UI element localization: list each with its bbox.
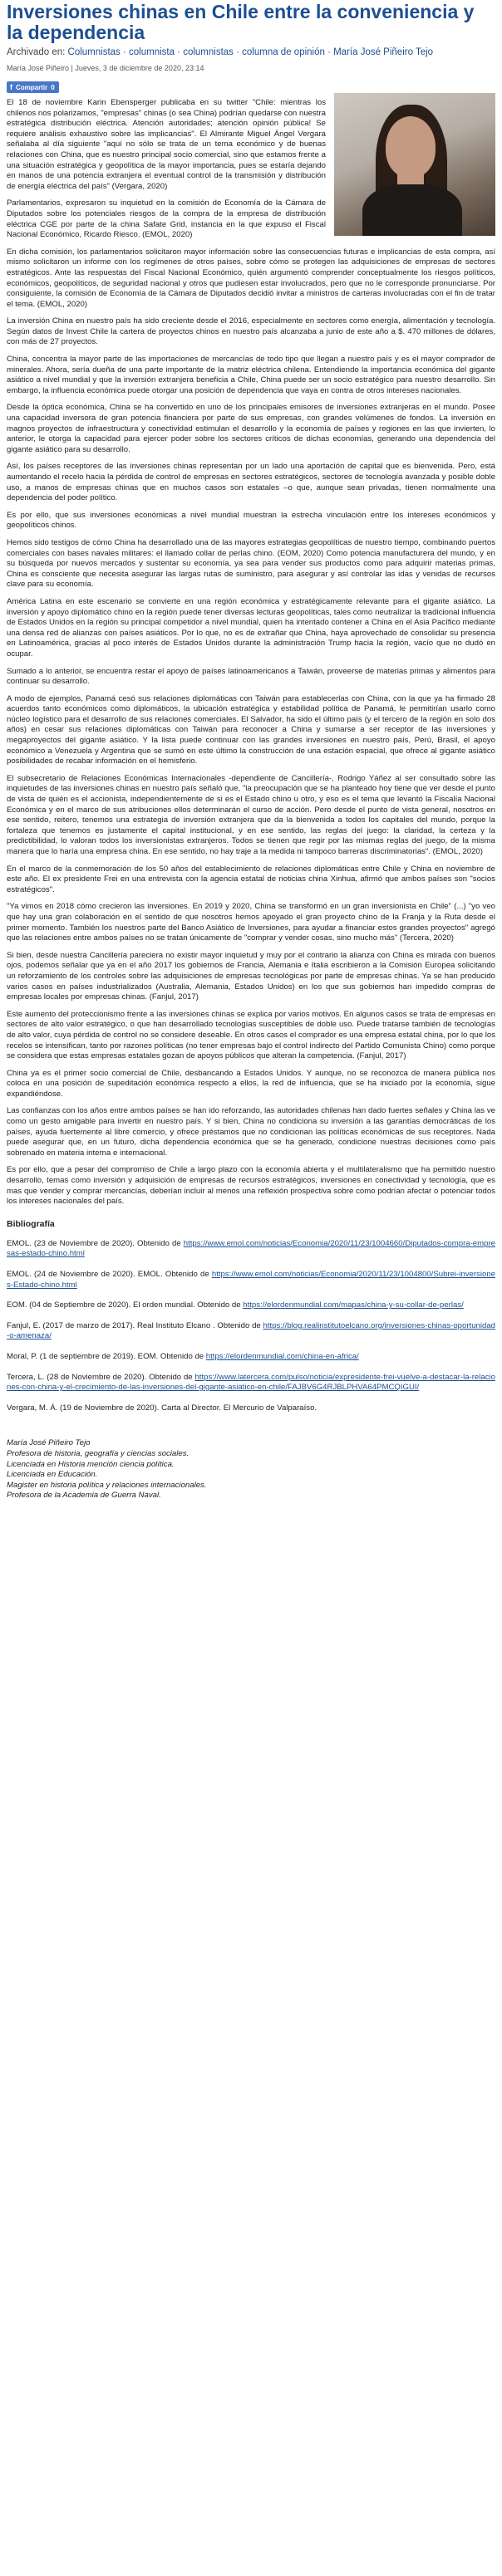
author-credential: Licenciada en Educación.	[7, 1470, 98, 1480]
paragraph: "Ya vimos en 2018 cómo crecieron las inversiones. En 2019 y 2020, China se transformó en un gran inversionista en Chile" (...) "yo veo que hay una gran colaboración en el sentido de que nosotros hemos apoyado el gran proyecto chino de la Franja y la Ruta desde el primer momento. También los nuestros parte del Banco Asiático de Inversiones, para ayudar a financiar estos grandes proyectos" agregó que las relaciones entre ambos países no se tratan únicamente de "comprar y vender cosas, sino mucho más" (Tercera, 2020)	[7, 902, 495, 943]
paragraph: América Latina en este escenario se convierte en una región económica y estratégicamente relevante para el gigante asiático. La inversión y apoyo diplomático chino en la región puede tener diversas lecturas geopolíticas, tales como neutralizar la tradicional influencia de Estados Unidos en la región su principal competidor a nivel mundial, quien ha intentado contener a China en el Asia Pacífico mediante una densa red de alianzas con países asiáticos. Por lo que, no es de extrañar que China, haya aprovechado de consolidar su presencia en Latinoamérica, gracias al poco interés de Estados Unidos durante la administración Trump hacia la región, vacío que no dudó en ocupar.	[7, 596, 495, 659]
paragraph: El subsecretario de Relaciones Económicas Internacionales -dependiente de Cancillería-, Rodrigo Yáñez al ser consultado sobre las inquietudes de las inversiones chinas en nuestro país señaló que, "la preocupación que se ha planteado hoy tiene que ver desde el punto de vista de quién es el accionista, independientemente de si es el Estado chino u otro, y eso es el tema que levantó la Fiscalía Nacional Económica y en el marco de sus atribuciones ellos determinarán el curso de acción. Pero desde el punto de vista general, nosotros en ese sentido, reitero, tenemos una estrategia de inversión extranjera que da la bienvenida a todos los capitales del mundo, porque la fortaleza que tenemos es justamente el capital institucional, y en ese sentido, las reglas del juego: la claridad, la certeza y la predictibilidad, lo valoran todos los inversionistas extranjeros. Todos se tienen que regir por las mismas reglas del juego, de la misma manera que lo haría una empresa china. En ese sentido, no hay traje a la medida ni tampoco barreras discriminatorias". (EMOL, 2020)	[7, 773, 495, 856]
share-button[interactable]	[7, 81, 59, 93]
author-credential: Profesora de historia, geografía y ciencias sociales.	[7, 1448, 189, 1458]
article-body	[7, 98, 495, 1207]
paragraph: China ya es el primer socio comercial de Chile, desbancando a Estados Unidos. Y aunque, no se reconozca de manera pública nos coloca en una posición de supeditación económica respecto a ellos, la red de influencia, que se ha iniciado por la economía, sigue expandiéndose.	[7, 1068, 495, 1099]
paragraph: Hemos sido testigos de cómo China ha desarrollado una de las mayores estrategias geopolíticas de nuestro tiempo, combinando puertos comerciales con bases navales militares: el llamado collar de perlas chino. (EOM, 2020) Como potencia manufacturera del mundo, y en su búsqueda por nuevos mercados y sustentar su economía, ya sea para vender sus productos como para adquirir materias primas, China es consciente que necesita asegurar las largas rutas de suministro, para asegurar y así controlar las idas y venidas de recursos clave para su economía.	[7, 537, 495, 590]
reference-item	[7, 1352, 495, 1363]
reference-text: EMOL. (23 de Noviembre de 2020). Obtenido de	[7, 1238, 184, 1248]
paragraph: Es por ello, que sus inversiones económicas a nivel mundial muestran la estrecha vinculación entre los intereses económicos y geopolíticos chinos.	[7, 510, 495, 531]
paragraph: En el marco de la conmemoración de los 50 años del establecimiento de relaciones diplomáticas entre Chile y China en noviembre de este año. El ex presidente Frei en una entrevista con la agencia estatal de noticias china Xinhua, afirmó que ambos países son "socios estratégicos".	[7, 864, 495, 894]
share-label: Compartir	[16, 83, 48, 91]
paragraph: Sumado a lo anterior, se encuentra restar el apoyo de países latinoamericanos a Taiwán, proveerse de materias primas y alimentos para continuar su desarrollo.	[7, 666, 495, 687]
archived-tag-links[interactable]: Columnistas · columnista · columnistas · columna de opinión · María José Piñeiro Tejo	[67, 47, 434, 57]
archived-label: Archivado en:	[7, 47, 66, 57]
reference-item	[7, 1239, 495, 1260]
reference-item	[7, 1321, 495, 1342]
paragraph: A modo de ejemplos, Panamá cesó sus relaciones diplomáticas con Taiwán para establecerlas con China, con la que ya ha firmado 28 acuerdos tanto económicos como diplomáticos, la ubicación estratégica y estabilidad política de Panamá, le permitirían usarlo como núcleo logístico para el desarrollo de sus relaciones comerciales. El Salvador, ha sido el último país (y el tercero de la región en solo dos años) en cesar sus relaciones diplomáticas con Taiwán para reconocer a China y sumarse a ser receptor de las inversiones y megaproyectos del gigante asiático. Y la lista puede continuar con las grandes inversiones en nuestro país, Perú, Brasil, el apoyo económico a Venezuela y Argentina que se sumó en este último la construcción de una estación espacial, que ofrece al gigante asiático posibilidades de recabar información en el hemisferio.	[7, 693, 495, 766]
author-credential: Magister en historia política y relaciones internacionales.	[7, 1480, 207, 1490]
paragraph: China, concentra la mayor parte de las importaciones de mercancías de todo tipo que llegan a nuestro país y es el mayor comprador de minerales. Ahora, sería dueña de una parte importante de la matriz eléctrica chilena. Entendiendo la importancia económica del gigante asiático a nivel mundial y que la inversión extranjera beneficia a Chile, China puede ser un socio estratégico para nuestro desarrollo. Sin embargo, la influencia económica puede otorgar una posición de dependencia que vaya en contra de otros intereses nacionales.	[7, 355, 495, 395]
article-meta: María José Piñeiro | Jueves, 3 de diciembre de 2020, 23:14	[7, 64, 204, 72]
reference-text: Tercera, L. (28 de Noviembre de 2020). Obtenido de	[7, 1372, 195, 1382]
paragraph: Este aumento del proteccionismo frente a las inversiones chinas se explica por varios motivos. En algunos casos se trata de empresas en sectores de alto valor estratégico, o que han desarrollado tecnologías susceptibles de doble uso. Puede tratarse también de tecnologías de alto valor, cuya pérdida de control no se considere deseable. En otros casos el comprador es una empresa estatal china, por lo que los recelos se intensifican, tanto por razones políticas (no tener empresas bajo el control indirecto del Partido Comunista Chino) como porque se considera que estas empresas estatales gozan de apoyos públicos que alteran la competencia. (Fanjul, 2017)	[7, 1009, 495, 1061]
bibliography-list	[7, 1239, 495, 1414]
paragraph: En dicha comisión, los parlamentarios solicitaron mayor información sobre las consecuencias futuras e implicancias de esta compra, así mismo solicitaron un informe con los regímenes de otros países, sobre cómo se protegen las adquisiciones de empresas de sectores estratégicos. Ante las respuestas del Fiscal Nacional Económico, quién argumentó comprender conceptualmente los riesgos políticos, económicos, geopolíticos, de seguridad nacional y otros que pudiesen estar involucrados, pero que no le corresponde pronunciarse. Por consiguiente, la comisión de Economía de la Cámara de Diputados decidió invitar a ministros de carteras involucradas con el fin de tratar el tema. (EMOL, 2020)	[7, 247, 495, 309]
author-signature	[7, 1438, 495, 1501]
reference-link[interactable]: https://www.emol.com/noticias/Economia/2020/11/23/1004800/Subrei-inversiones-Estado-chino.html	[7, 1270, 495, 1290]
reference-text: Moral, P. (1 de septiembre de 2019). EOM. Obtenido de	[7, 1351, 206, 1361]
share-count: 0	[51, 83, 55, 91]
reference-item	[7, 1403, 495, 1414]
article-page	[0, 2, 502, 1501]
paragraph: Desde la óptica económica, China se ha convertido en uno de los principales emisores de inversiones extranjeras en el mundo. Posee una capacidad inversora de gran potencia financiera por parte de sus empresas, con grandes volúmenes de fondos. La inversión en magnos proyectos de infraestructura y conectividad estimulan el desarrollo y la economía de países y regiones en las que invierten, lo anterior, le otorga la capacidad para ejercer poder sobre los sectores críticos de dichas economías, generando una dependencia del gigante asiático para su desarrollo.	[7, 403, 495, 454]
reference-text: Fanjul, E. (2017 de marzo de 2017). Real Instituto Elcano . Obtenido de	[7, 1320, 263, 1330]
paragraph: Parlamentarios, expresaron su inquietud en la comisión de Economía de la Cámara de Diputados sobre los potenciales riesgos de la compra de la empresa de distribución eléctrica CGE por parte de la china Safate Grid, instancia en la que expuso el Fiscal Nacional Económico, Ricardo Riesco. (EMOL, 2020)	[7, 198, 326, 240]
reference-text: EMOL. (24 de Noviembre de 2020). EMOL. Obtenido de	[7, 1270, 212, 1279]
reference-link[interactable]: https://www.latercera.com/pulso/noticia/expresidente-frei-vuelve-a-destacar-la-relaciones-con-china-y-el-crecimiento-de-las-inversiones-del-gigante-asiatico-en-chile/FAJBV6G4RJBLPHVA64PMCQIGUI/	[7, 1372, 495, 1393]
author-photo	[334, 93, 495, 236]
reference-text: EOM. (04 de Septiembre de 2020). El orden mundial. Obtenido de	[7, 1300, 244, 1310]
reference-link[interactable]: https://blog.realinstitutoelcano.org/inversiones-chinas-oportunidad-o-amenaza/	[7, 1320, 495, 1341]
paragraph: La inversión China en nuestro país ha sido creciente desde el 2016, especialmente en sectores como energía, alimentación y tecnología. Según datos de Invest Chile la cartera de proyectos chinos en nuestro país alcanzaba a junio de este año a $. 470 millones de dólares, con más de 27 proyectos.	[7, 316, 495, 347]
reference-link[interactable]: https://www.emol.com/noticias/Economia/2020/11/23/1004660/Diputados-compra-empresas-estado-chino.html	[7, 1238, 495, 1259]
paragraph: Las confianzas con los años entre ambos países se han ido reforzando, las autoridades chilenas han dado fuertes señales y China las ve como un gesto amigable para invertir en nuestro país. Y si bien, China no condiciona su inversión a las garantías democráticas de los países, ayuda fuertemente al libre comercio, y ofrece préstamos que no condicionan las políticas económicas de sus receptores. Nada puede asegurar que, en un futuro, dicha dependencia económica que se ha generado, condicione nuestras decisiones como país sobrenado en materia interna e internacional.	[7, 1106, 495, 1158]
reference-item	[7, 1373, 495, 1393]
reference-item	[7, 1300, 495, 1311]
archived-tags	[7, 47, 495, 59]
author-credential: Licenciada en Historia mención ciencia política.	[7, 1459, 175, 1469]
article-title: Inversiones chinas en Chile entre la conveniencia y la dependencia	[7, 1, 475, 43]
paragraph: Así, los países receptores de las inversiones chinas representan por un lado una aportación de capital que es bienvenida. Pero, está aumentando el recelo hacia la pérdida de control de empresas en sectores estratégicos, sectores de tecnología avanzada y posible doble uso, a manos de empresas chinas que en muchos casos son estatales –o que, aunque sean privadas, tienen normalmente una dependencia del poder político.	[7, 462, 495, 503]
author-name: María José Piñeiro Tejo	[7, 1438, 91, 1448]
author-credential: Profesora de la Academia de Guerra Naval.	[7, 1491, 161, 1501]
reference-item	[7, 1270, 495, 1290]
reference-link[interactable]: https://elordenmundial.com/mapas/china-y-su-collar-de-perlas/	[243, 1300, 464, 1310]
paragraph: Si bien, desde nuestra Cancillería pareciera no existir mayor inquietud y muy por el contrario la alianza con China es mirada con buenos ojos, podemos señalar que ya en el año 2017 los gobiernos de Francia, Alemania e Italia escribieron a la Comisión Europea solicitando un reforzamiento de los controles sobre las adquisiciones de empresas tecnológicas por parte de empresas chinas. Ya se han producido varios casos en países industrializados (Australia, Alemania, Estados Unidos) en los que sus gobiernos han impedido compras de empresas locales por empresas chinas. (Fanjul, 2017)	[7, 950, 495, 1002]
reference-text: Vergara, M. Á. (19 de Noviembre de 2020). Carta al Director. El Mercurio de Valparaíso.	[7, 1403, 317, 1413]
paragraph: El 18 de noviembre Karin Ebensperger publicaba en su twitter "Chile: mientras los chilenos nos polarizamos, "empresas" chinas (o sea China) podrían quedarse con nuestra estratégica distribución eléctrica. Atención autoridades; atención opinión pública! Se requiere análisis exhaustivo sobre las implicancias". El Almirante Miguel Ángel Vergara señalaba al día siguiente "aquí no sólo se trata de un tema económico y de buenas relaciones con China, que es nuestro principal socio comercial, sino que estamos frente a una situación estratégica y geopolítica de la mayor importancia, pues se estaría dejando en manos de una potencia extranjera el eventual control de la transmisión y distribución de energía eléctrica del país" (Vergara, 2020)	[7, 98, 326, 191]
facebook-icon: f	[10, 83, 12, 91]
paragraph: Es por ello, que a pesar del compromiso de Chile a largo plazo con la economía abierta y el multilateralismo que ha permitido nuestro desarrollo, temas como inversión y adquisición de empresas de recursos estratégicos, inversiones en conectividad y tecnología, que es mas que vender y comprar mercancías, deberían incluir al menos una reflexión prospectiva sobre como podrían afectar o potenciar todos los intereses nacionales del país.	[7, 1165, 495, 1207]
bibliography-heading: Bibliografía	[7, 1218, 55, 1229]
reference-link[interactable]: https://elordenmundial.com/china-en-africa/	[205, 1351, 359, 1361]
